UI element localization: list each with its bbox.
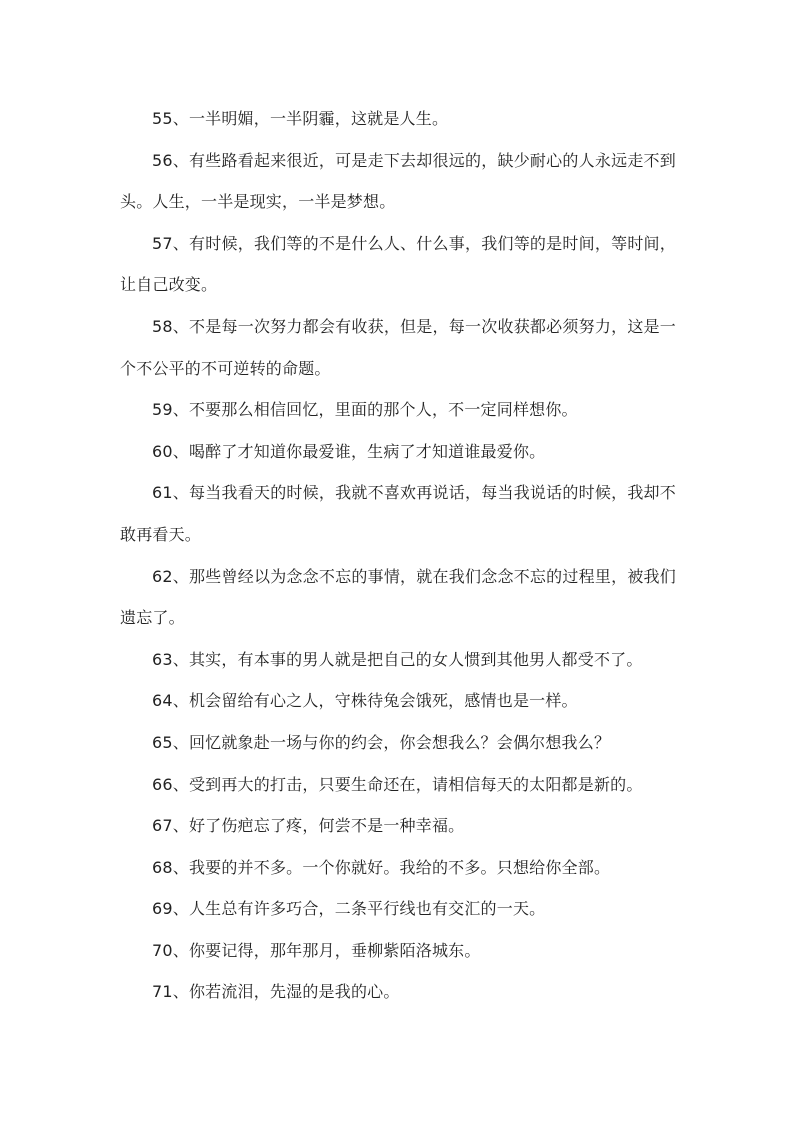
paragraph-59: 59、不要那么相信回忆，里面的那个人，不一定同样想你。 [152, 400, 578, 420]
paragraph-70: 70、你要记得，那年那月，垂柳紫陌洛城东。 [152, 940, 481, 960]
paragraph-71: 71、你若流泪，先湿的是我的心。 [152, 982, 400, 1002]
paragraph-69: 69、人生总有许多巧合，二条平行线也有交汇的一天。 [152, 899, 546, 919]
paragraph-63: 63、其实，有本事的男人就是把自己的女人惯到其他男人都受不了。 [152, 649, 643, 669]
paragraph-64: 64、机会留给有心之人，守株待兔会饿死，感情也是一样。 [152, 691, 578, 711]
paragraph-66: 66、受到再大的打击，只要生命还在，请相信每天的太阳都是新的。 [152, 774, 643, 794]
paragraph-62: 62、那些曾经以为念念不忘的事情，就在我们念念不忘的过程里，被我们遗忘了。 [120, 566, 676, 628]
paragraph-65: 65、回忆就象赴一场与你的约会，你会想我么？会偶尔想我么？ [152, 732, 611, 752]
paragraph-55: 55、一半明媚，一半阴霾，这就是人生。 [152, 109, 449, 128]
paragraph-68: 68、我要的并不多。一个你就好。我给的不多。只想给你全部。 [152, 857, 611, 877]
paragraph-61: 61、每当我看天的时候，我就不喜欢再说话，每当我说话的时候，我却不敢再看天。 [120, 483, 676, 544]
paragraph-60: 60、喝醉了才知道你最爱谁，生病了才知道谁最爱你。 [152, 441, 546, 461]
paragraph-67: 67、好了伤疤忘了疼，何尝不是一种幸福。 [152, 816, 465, 836]
paragraph-58: 58、不是每一次努力都会有收获，但是，每一次收获都必须努力，这是一个不公平的不可逆转的命题。 [120, 316, 676, 378]
paragraph-56: 56、有些路看起来很近，可是走下去却很远的，缺少耐心的人永远走不到头。人生，一半是现实，一半是梦想。 [120, 150, 676, 212]
paragraph-57: 57、有时候，我们等的不是什么人、什么事，我们等的是时间，等时间，让自己改变。 [120, 233, 676, 295]
text-body [120, 98, 676, 1013]
